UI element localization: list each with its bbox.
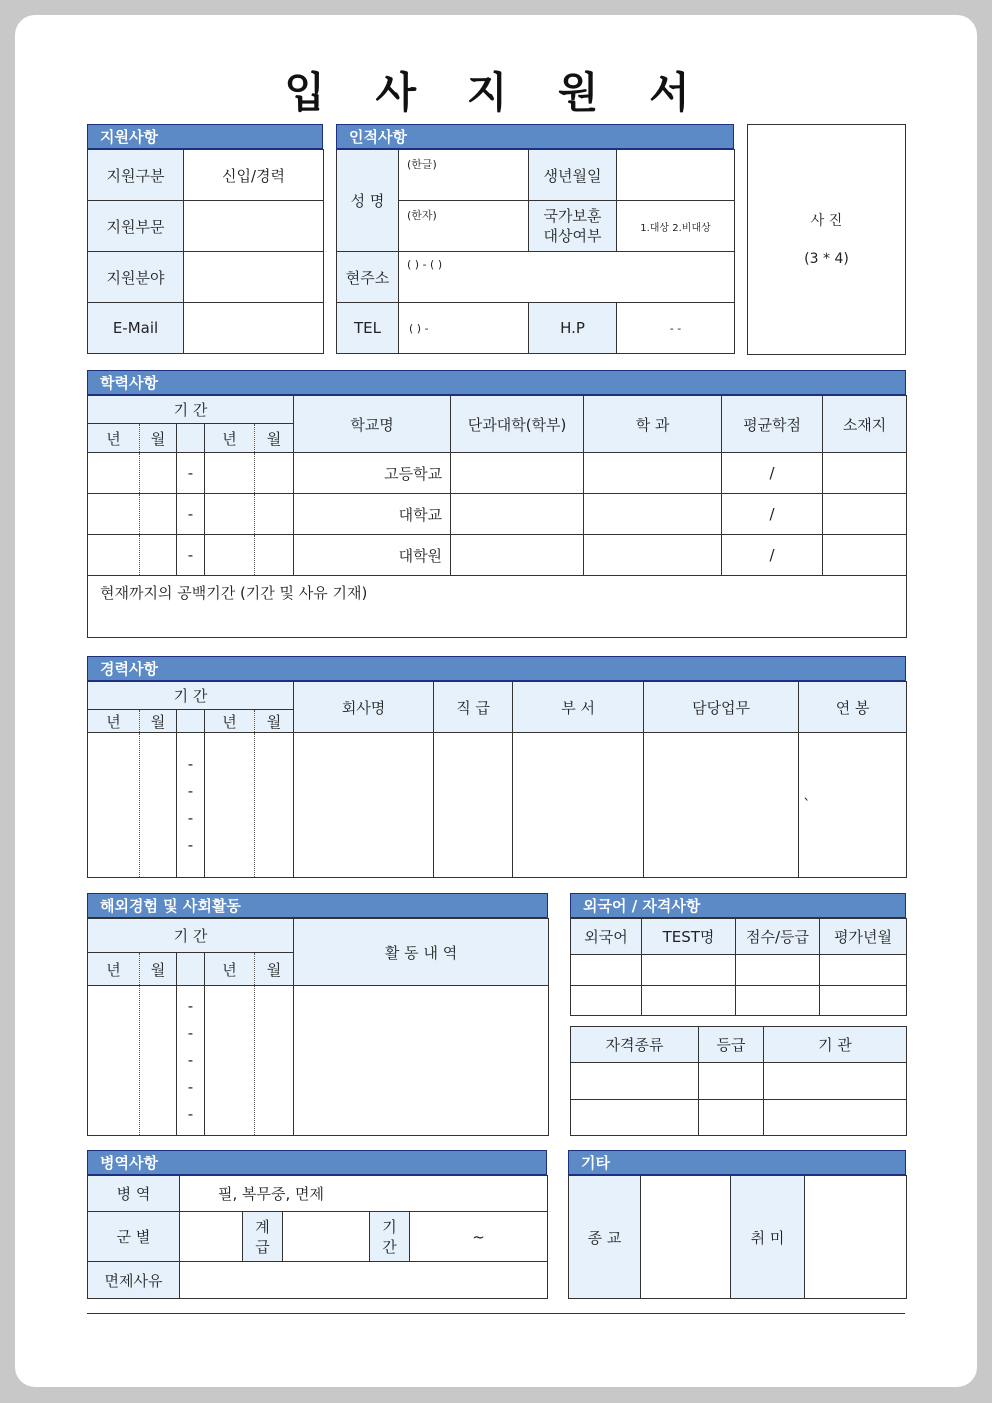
lang-col-date: 평가년월 — [820, 919, 907, 955]
overseas-dash: - — [187, 1051, 194, 1069]
religion-field[interactable] — [641, 1176, 731, 1299]
cert-field[interactable] — [764, 1063, 907, 1100]
edu-dash: - — [177, 453, 205, 494]
cert-field[interactable] — [699, 1100, 764, 1136]
career-header: 경력사항 — [87, 656, 906, 681]
military-period-line2: 간 — [382, 1237, 397, 1256]
edu-field[interactable] — [584, 494, 722, 535]
military-period-line1: 기 — [382, 1217, 397, 1236]
edu-school-field[interactable]: 고등학교 — [294, 453, 451, 494]
edu-field[interactable] — [451, 494, 584, 535]
application-label: 지원부문 — [88, 201, 184, 252]
rank-label-line2: 급 — [255, 1237, 270, 1256]
overseas-year-header: 년 — [88, 953, 140, 986]
overseas-period-header: 기 간 — [88, 919, 294, 953]
career-table — [87, 681, 907, 878]
overseas-dash: - — [187, 1105, 194, 1123]
language-header: 외국어 / 자격사항 — [570, 893, 906, 918]
table-row — [88, 535, 907, 576]
veteran-label — [529, 201, 617, 252]
overseas-field[interactable] — [255, 986, 294, 1136]
edu-field[interactable] — [823, 453, 907, 494]
cert-field[interactable] — [764, 1100, 907, 1136]
edu-gpa-field[interactable]: / — [722, 535, 823, 576]
table-row — [88, 494, 907, 535]
edu-col-location: 소재지 — [823, 396, 907, 453]
rank-field[interactable] — [283, 1212, 370, 1262]
table-row — [571, 1100, 907, 1136]
edu-col-college: 단과대학(학부) — [451, 396, 584, 453]
overseas-month-header: 월 — [140, 953, 177, 986]
career-dashes — [177, 733, 205, 878]
military-table — [87, 1175, 548, 1299]
personal-header: 인적사항 — [336, 124, 734, 149]
overseas-field[interactable] — [88, 986, 140, 1136]
exempt-label: 면제사유 — [88, 1262, 180, 1299]
edu-field[interactable] — [584, 453, 722, 494]
overseas-dash: - — [187, 1078, 194, 1096]
overseas-dash: - — [187, 1024, 194, 1042]
career-month-header: 월 — [255, 710, 294, 733]
application-label: 지원구분 — [88, 150, 184, 201]
photo-box — [747, 124, 906, 355]
edu-field[interactable] — [88, 535, 140, 576]
edu-field[interactable] — [140, 535, 177, 576]
edu-field[interactable] — [88, 453, 140, 494]
military-period-label — [370, 1212, 410, 1262]
application-label: 지원분야 — [88, 252, 184, 303]
edu-gpa-field[interactable]: / — [722, 494, 823, 535]
edu-school-field[interactable]: 대학원 — [294, 535, 451, 576]
lang-col-test: TEST명 — [642, 919, 736, 955]
career-dash: - — [187, 836, 194, 854]
edu-sep-header — [177, 424, 205, 453]
cert-field[interactable] — [699, 1063, 764, 1100]
edu-field[interactable] — [255, 535, 294, 576]
cert-col-type: 자격종류 — [571, 1027, 699, 1063]
overseas-table — [87, 918, 549, 1136]
lang-field[interactable] — [736, 986, 820, 1016]
table-row — [571, 986, 907, 1016]
overseas-sep-header — [177, 953, 205, 986]
etc-table — [568, 1175, 907, 1299]
career-col-dept: 부 서 — [513, 682, 644, 733]
edu-col-major: 학 과 — [584, 396, 722, 453]
name-label: 성 명 — [337, 150, 399, 252]
edu-field[interactable] — [451, 453, 584, 494]
application-table — [87, 149, 324, 354]
career-field[interactable] — [140, 733, 177, 878]
salary-mark: ` — [803, 796, 811, 814]
edu-month-header: 월 — [140, 424, 177, 453]
table-row — [571, 955, 907, 986]
career-dash: - — [187, 782, 194, 800]
language-table — [570, 918, 907, 1016]
personal-table — [336, 149, 735, 354]
cert-col-grade: 등급 — [699, 1027, 764, 1063]
veteran-label-line2: 대상여부 — [543, 227, 602, 245]
lang-field[interactable] — [820, 955, 907, 986]
edu-field[interactable] — [255, 494, 294, 535]
birth-label: 생년월일 — [529, 150, 617, 201]
photo-slot[interactable] — [748, 125, 906, 355]
overseas-field[interactable] — [205, 986, 255, 1136]
birth-field[interactable] — [617, 150, 735, 201]
edu-field[interactable] — [205, 453, 255, 494]
edu-field[interactable] — [255, 453, 294, 494]
edu-field[interactable] — [205, 535, 255, 576]
table-row — [88, 986, 549, 1136]
career-company-field[interactable] — [294, 733, 434, 878]
military-header: 병역사항 — [87, 1150, 547, 1175]
lang-field[interactable] — [571, 955, 642, 986]
tel-field[interactable]: ( ) - — [399, 303, 529, 354]
career-period-header: 기 간 — [88, 682, 294, 710]
application-label: E-Mail — [88, 303, 184, 354]
hobby-field[interactable] — [805, 1176, 907, 1299]
hobby-label: 취 미 — [731, 1176, 805, 1299]
overseas-dashes — [177, 986, 205, 1136]
edu-gpa-field[interactable]: / — [722, 453, 823, 494]
application-dept-field[interactable] — [184, 201, 324, 252]
branch-label: 군 별 — [88, 1212, 180, 1262]
footer-divider — [87, 1313, 905, 1314]
overseas-field[interactable] — [140, 986, 177, 1136]
career-field[interactable] — [205, 733, 255, 878]
name-hangul-field[interactable]: (한글) — [399, 150, 529, 201]
career-year-header: 년 — [88, 710, 140, 733]
lang-field[interactable] — [571, 986, 642, 1016]
address-field[interactable]: ( ) - ( ) — [399, 252, 735, 303]
edu-period-header: 기 간 — [88, 396, 294, 424]
overseas-activity-field[interactable] — [294, 986, 549, 1136]
lang-field[interactable] — [736, 955, 820, 986]
edu-field[interactable] — [88, 494, 140, 535]
career-dash: - — [187, 755, 194, 773]
hp-label: H.P — [529, 303, 617, 354]
edu-field[interactable] — [451, 535, 584, 576]
edu-col-school: 학교명 — [294, 396, 451, 453]
veteran-field[interactable]: 1.대상 2.비대상 — [617, 201, 735, 252]
certificate-table — [570, 1026, 907, 1136]
application-header: 지원사항 — [87, 124, 323, 149]
table-row — [571, 1063, 907, 1100]
edu-field[interactable] — [823, 494, 907, 535]
table-row — [88, 453, 907, 494]
overseas-header: 해외경험 및 사회활동 — [87, 893, 548, 918]
career-col-duty: 담당업무 — [644, 682, 799, 733]
service-field[interactable]: 필, 복무중, 면제 — [180, 1176, 548, 1212]
education-table — [87, 395, 907, 638]
hp-field[interactable]: - - — [617, 303, 735, 354]
table-row — [88, 733, 907, 878]
edu-dash: - — [177, 494, 205, 535]
branch-field[interactable] — [180, 1212, 243, 1262]
career-rank-field[interactable] — [434, 733, 513, 878]
exempt-field[interactable] — [180, 1262, 548, 1299]
edu-month-header: 월 — [255, 424, 294, 453]
rank-label-line1: 계 — [255, 1217, 270, 1236]
career-sep-header — [177, 710, 205, 733]
email-field[interactable] — [184, 303, 324, 354]
edu-field[interactable] — [205, 494, 255, 535]
edu-school-field[interactable]: 대학교 — [294, 494, 451, 535]
lang-field[interactable] — [642, 955, 736, 986]
edu-field[interactable] — [140, 453, 177, 494]
name-hanja-field[interactable]: (한자) — [399, 201, 529, 252]
career-field[interactable] — [255, 733, 294, 878]
career-col-rank: 직 급 — [434, 682, 513, 733]
lang-col-language: 외국어 — [571, 919, 642, 955]
photo-label: 사 진 — [810, 212, 843, 229]
rank-label — [243, 1212, 283, 1262]
military-period-field[interactable]: ~ — [410, 1212, 548, 1262]
career-salary-field[interactable] — [799, 733, 907, 878]
cert-field[interactable] — [571, 1063, 699, 1100]
form-title: 입 사 지 원 서 — [284, 68, 708, 117]
edu-col-gpa: 평균학점 — [722, 396, 823, 453]
cert-field[interactable] — [571, 1100, 699, 1136]
career-col-salary: 연 봉 — [799, 682, 907, 733]
service-label: 병 역 — [88, 1176, 180, 1212]
career-dash: - — [187, 809, 194, 827]
gap-period-field[interactable]: 현재까지의 공백기간 (기간 및 사유 기재) — [88, 576, 907, 638]
cert-col-issuer: 기 관 — [764, 1027, 907, 1063]
lang-col-score: 점수/등급 — [736, 919, 820, 955]
overseas-dash: - — [187, 997, 194, 1015]
career-year-header: 년 — [205, 710, 255, 733]
career-field[interactable] — [88, 733, 140, 878]
application-type-field[interactable]: 신입/경력 — [184, 150, 324, 201]
religion-label: 종 교 — [569, 1176, 641, 1299]
edu-year-header: 년 — [88, 424, 140, 453]
overseas-activity-header: 활 동 내 역 — [294, 919, 549, 986]
etc-header: 기타 — [568, 1150, 906, 1175]
overseas-month-header: 월 — [255, 953, 294, 986]
edu-field[interactable] — [140, 494, 177, 535]
tel-label: TEL — [337, 303, 399, 354]
career-duty-field[interactable] — [644, 733, 799, 878]
edu-field[interactable] — [584, 535, 722, 576]
overseas-year-header: 년 — [205, 953, 255, 986]
application-field-field[interactable] — [184, 252, 324, 303]
address-label: 현주소 — [337, 252, 399, 303]
edu-year-header: 년 — [205, 424, 255, 453]
career-col-company: 회사명 — [294, 682, 434, 733]
lang-field[interactable] — [642, 986, 736, 1016]
career-dept-field[interactable] — [513, 733, 644, 878]
edu-field[interactable] — [823, 535, 907, 576]
lang-field[interactable] — [820, 986, 907, 1016]
veteran-label-line1: 국가보훈 — [543, 207, 602, 225]
career-month-header: 월 — [140, 710, 177, 733]
edu-dash: - — [177, 535, 205, 576]
education-header: 학력사항 — [87, 370, 906, 395]
photo-size: (3 * 4) — [804, 250, 849, 267]
